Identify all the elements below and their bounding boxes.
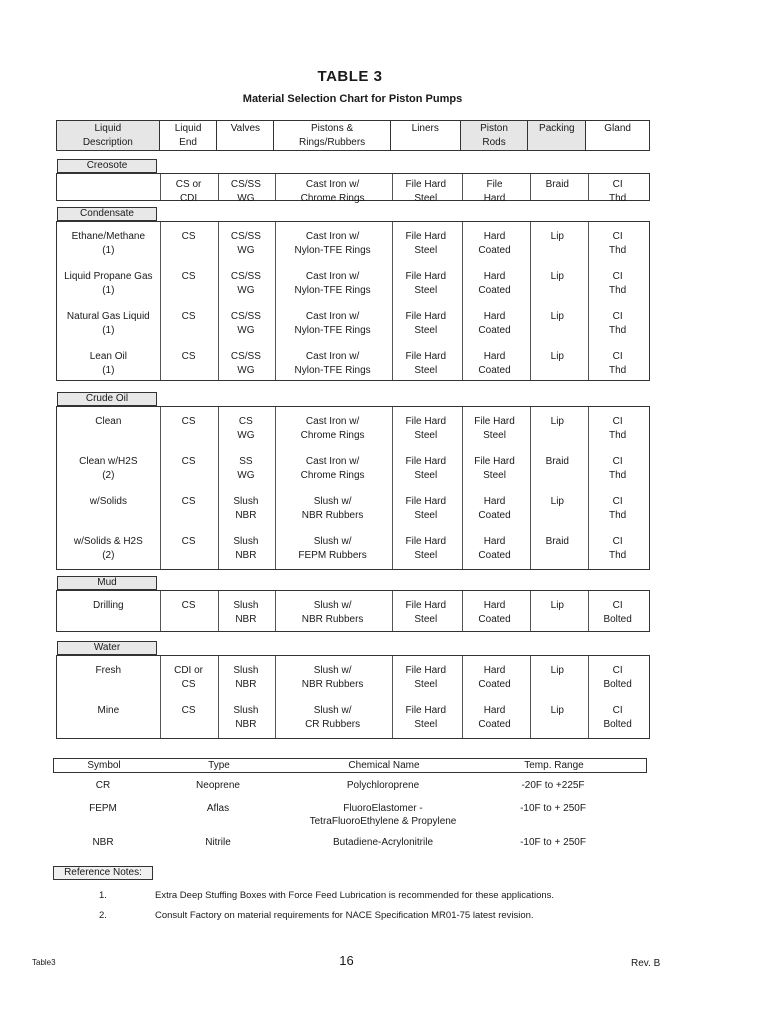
table-cell: File Hard Steel	[405, 665, 447, 690]
table-cell: w/Solids & H2S (2)	[73, 536, 143, 561]
column-header: Packing	[528, 121, 586, 150]
table-cell: Hard Coated	[478, 705, 511, 730]
table-cell: File Hard Steel	[405, 705, 447, 730]
table-cell: Hard Coated	[478, 311, 511, 336]
symbol-cell: Aflas	[206, 803, 230, 814]
table-cell: Lip	[550, 705, 564, 716]
note-number: 2.	[99, 910, 107, 921]
table-cell: CS/SS WG	[230, 311, 261, 336]
table-cell: File Hard Steel	[405, 179, 447, 204]
symbol-cell: -20F to +225F	[521, 780, 585, 791]
table-cell: Cast Iron w/ Nylon-TFE Rings	[294, 351, 371, 376]
table-row	[57, 270, 649, 298]
table-cell: File Hard Steel	[405, 351, 447, 376]
section-label: Condensate	[57, 207, 157, 221]
symbol-cell: -10F to + 250F	[520, 837, 586, 848]
table-cell: File Hard Steel	[405, 231, 447, 256]
symbol-column-header: Type	[208, 760, 230, 771]
symbol-column-header: Temp. Range	[524, 760, 584, 771]
table-cell: CI Thd	[609, 271, 627, 296]
table-cell: File Hard Steel	[405, 456, 447, 481]
table-row	[57, 350, 649, 378]
section-label: Crude Oil	[57, 392, 157, 406]
table-cell: Drilling	[93, 600, 124, 611]
table-cell: CS	[181, 271, 196, 282]
table-cell: Hard Coated	[478, 496, 511, 521]
section-label: Water	[57, 641, 157, 655]
table-cell: CS	[181, 536, 196, 547]
table-cell: Lip	[550, 600, 564, 611]
section-label: Mud	[57, 576, 157, 590]
table-cell: CS	[181, 351, 196, 362]
table-cell: Clean w/H2S (2)	[79, 456, 138, 481]
table-cell: Hard Coated	[478, 600, 511, 625]
table-cell: CS	[181, 231, 196, 242]
table-cell: File Hard Steel	[405, 600, 447, 625]
column-header: Liquid Description	[57, 121, 160, 150]
table-cell: CI Thd	[609, 536, 627, 561]
table-cell: File Hard Steel	[405, 496, 447, 521]
table-cell: CDI or CS	[174, 665, 204, 690]
table-cell: File Hard Steel	[474, 456, 515, 481]
table-cell: Cast Iron w/ Chrome Rings	[300, 456, 365, 481]
table-cell: CS	[181, 496, 196, 507]
table-cell	[57, 178, 160, 206]
table-cell: Hard Coated	[478, 231, 511, 256]
symbol-row	[53, 836, 647, 849]
table-cell: CI Thd	[609, 311, 627, 336]
table-row	[57, 599, 649, 627]
table-cell: Hard Coated	[478, 271, 511, 296]
table-cell: Braid	[545, 536, 569, 547]
table-cell: Slush NBR	[233, 665, 259, 690]
table-cell: CI Bolted	[603, 665, 632, 690]
table-cell: Cast Iron w/ Nylon-TFE Rings	[294, 271, 371, 296]
table-row	[57, 704, 649, 732]
table-cell: CI Thd	[609, 416, 627, 441]
page-number: 16	[339, 953, 354, 968]
table-cell: Slush w/ NBR Rubbers	[301, 496, 364, 521]
table-cell: Ethane/Methane (1)	[71, 231, 146, 256]
table-cell: CS	[181, 311, 196, 322]
table-cell: CS	[181, 705, 196, 716]
column-header: Liners	[391, 121, 461, 150]
symbol-cell: FEPM	[89, 803, 117, 814]
table-cell: File Hard Steel	[405, 536, 447, 561]
table-cell: Lip	[550, 271, 564, 282]
table-row	[57, 495, 649, 523]
table-row	[57, 535, 649, 563]
table-row	[57, 664, 649, 692]
table-cell: Braid	[545, 179, 569, 190]
page-title: TABLE 3	[317, 68, 383, 85]
footer-doc-id: Table3	[32, 958, 56, 967]
column-header: Liquid End	[160, 121, 218, 150]
table-cell: CS/SS WG	[230, 351, 261, 376]
symbol-cell: Nitrile	[205, 837, 231, 848]
symbol-row	[53, 779, 647, 792]
table-cell: Lip	[550, 311, 564, 322]
table-row	[57, 310, 649, 338]
table-cell: Hard Coated	[478, 665, 511, 690]
symbol-cell: -10F to + 250F	[520, 803, 586, 814]
table-cell: Lip	[550, 416, 564, 427]
section-block	[56, 221, 650, 381]
table-cell: Slush w/ FEPM Rubbers	[298, 536, 367, 561]
table-cell: File Hard Steel	[405, 416, 447, 441]
symbol-cell: Neoprene	[196, 780, 240, 791]
table-cell: CS	[181, 456, 196, 467]
table-cell: CI Thd	[609, 496, 627, 521]
table-cell: CS or CDI	[175, 179, 202, 204]
table-cell: Lip	[550, 231, 564, 242]
table-cell: CI Thd	[609, 179, 627, 204]
table-cell: CS	[181, 600, 196, 611]
table-cell: Lip	[550, 665, 564, 676]
note-text: Extra Deep Stuffing Boxes with Force Feed Lubrication is recommended for these applications.	[155, 890, 555, 901]
table-cell: Lean Oil (1)	[89, 351, 127, 376]
table-cell: Natural Gas Liquid (1)	[66, 311, 150, 336]
table-cell: CS/SS WG	[230, 271, 261, 296]
table-header	[56, 120, 650, 151]
table-cell: Cast Iron w/ Nylon-TFE Rings	[294, 311, 371, 336]
column-header: Piston Rods	[461, 121, 529, 150]
section-block	[56, 590, 650, 632]
column-header: Gland	[604, 123, 631, 134]
table-cell: Slush w/ NBR Rubbers	[301, 665, 364, 690]
table-cell: Slush NBR	[233, 705, 259, 730]
symbol-column-header: Symbol	[87, 760, 121, 771]
table-cell: Mine	[97, 705, 120, 716]
page-subtitle: Material Selection Chart for Piston Pumps	[242, 93, 463, 105]
table-cell: CS WG	[237, 416, 255, 441]
table-cell: CS/SS WG	[230, 179, 261, 204]
table-cell: Hard Coated	[478, 536, 511, 561]
table-cell: Braid	[545, 456, 569, 467]
table-cell: CS	[181, 416, 196, 427]
symbol-cell: FluoroElastomer - TetraFluoroEthylene & Propylene	[309, 803, 457, 827]
table-row	[57, 230, 649, 258]
table-row	[57, 178, 649, 206]
symbol-cell: NBR	[92, 837, 114, 848]
table-cell: w/Solids	[89, 496, 127, 507]
symbol-cell: Butadiene-Acrylonitrile	[332, 837, 434, 848]
table-cell: CI Thd	[609, 231, 627, 256]
table-cell: Lip	[550, 496, 564, 507]
symbol-cell: CR	[95, 780, 111, 791]
table-cell: CI Bolted	[603, 705, 632, 730]
table-cell: Lip	[550, 351, 564, 362]
table-cell: Slush w/ CR Rubbers	[305, 705, 361, 730]
table-cell: File Hard Steel	[474, 416, 515, 441]
table-cell: Slush NBR	[233, 496, 259, 521]
table-cell: Cast Iron w/ Chrome Rings	[300, 179, 365, 204]
table-cell: Cast Iron w/ Chrome Rings	[300, 416, 365, 441]
reference-notes-label: Reference Notes:	[53, 866, 153, 880]
table-cell: File Hard Steel	[405, 271, 447, 296]
table-row	[57, 455, 649, 483]
symbol-column-header: Chemical Name	[348, 760, 420, 771]
table-cell: Hard Coated	[478, 351, 511, 376]
note-text: Consult Factory on material requirements for NACE Specification MR01-75 latest revision.	[155, 910, 534, 921]
column-header: Pistons & Rings/Rubbers	[274, 121, 391, 150]
table-cell: CS/SS WG	[230, 231, 261, 256]
note-number: 1.	[99, 890, 107, 901]
section-label: Creosote	[57, 159, 157, 173]
table-cell: Cast Iron w/ Nylon-TFE Rings	[294, 231, 371, 256]
table-row	[57, 415, 649, 443]
table-cell: Clean	[95, 416, 122, 427]
revision-label: Rev. B	[631, 958, 661, 969]
symbol-cell: Polychloroprene	[346, 780, 420, 791]
table-cell: File Hard	[483, 179, 506, 204]
column-header: Valves	[217, 121, 274, 150]
table-cell: Slush NBR	[233, 536, 259, 561]
section-block	[56, 173, 650, 204]
section-block	[56, 406, 650, 570]
table-cell: File Hard Steel	[405, 311, 447, 336]
table-cell: CI Bolted	[603, 600, 632, 625]
table-cell: SS WG	[237, 456, 255, 481]
section-block	[56, 655, 650, 739]
table-cell: Slush w/ NBR Rubbers	[301, 600, 364, 625]
table-cell: Fresh	[95, 665, 122, 676]
table-cell: CI Thd	[609, 351, 627, 376]
symbol-row	[53, 802, 647, 828]
symbol-table-header	[53, 758, 647, 773]
table-cell: Liquid Propane Gas (1)	[64, 271, 153, 296]
table-cell: Slush NBR	[233, 600, 259, 625]
table-cell: CI Thd	[609, 456, 627, 481]
